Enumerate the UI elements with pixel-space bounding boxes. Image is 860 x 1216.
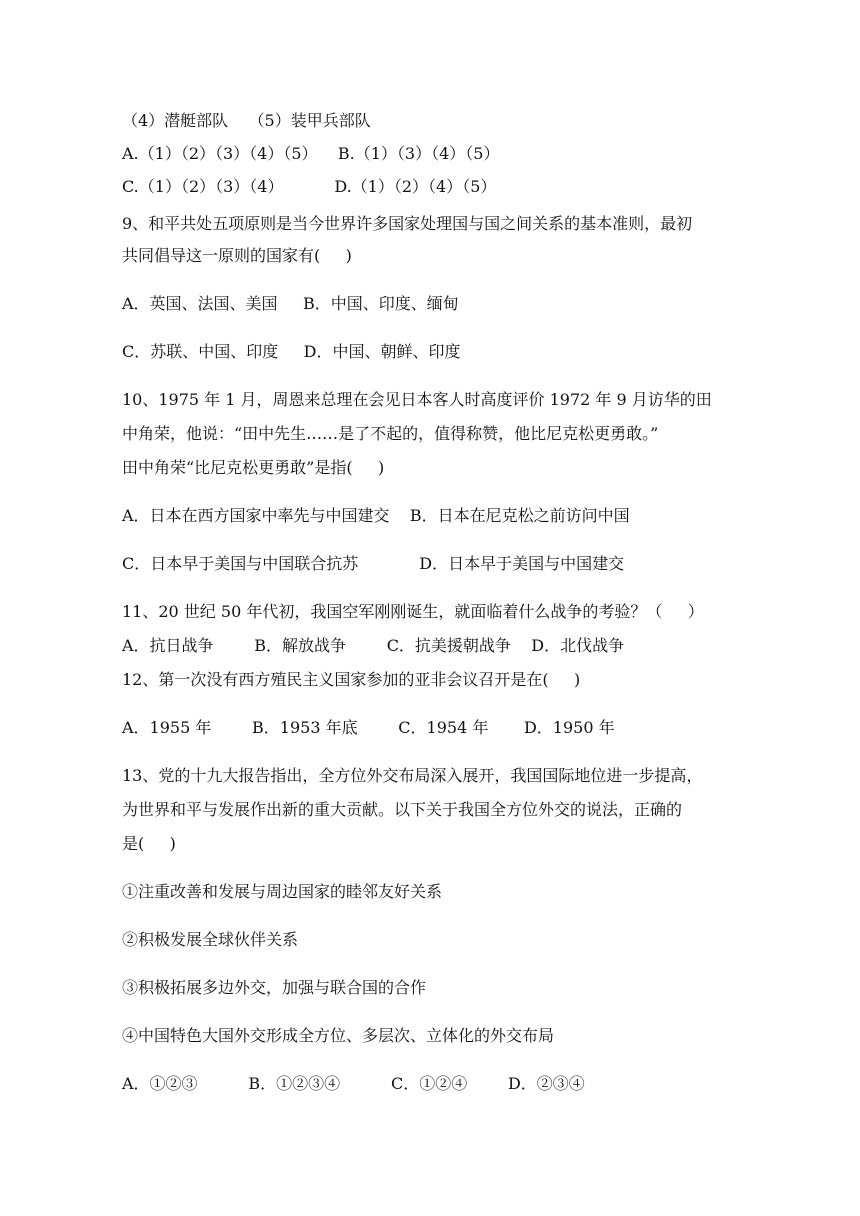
q9-stem-line-1: 9、和平共处五项原则是当今世界许多国家处理国与国之间关系的基本准则，最初 xyxy=(122,214,693,233)
q10-stem-line-3: 田中角荣“比尼克松更勇敢”是指( ) xyxy=(122,458,385,477)
q12-options: A．1955 年 B．1953 年底 C．1954 年 D．1950 年 xyxy=(122,718,615,737)
q13-statement-1: ①注重改善和发展与周边国家的睦邻友好关系 xyxy=(122,882,443,901)
q13-stem-line-1: 13、党的十九大报告指出，全方位外交布局深入展开，我国国际地位进一步提高， xyxy=(122,766,703,785)
q10-option-a-b: A．日本在西方国家中率先与中国建交 B．日本在尼克松之前访问中国 xyxy=(122,506,630,525)
q10-stem-line-2: 中角荣，他说：“田中先生……是了不起的，值得称赞，他比尼克松更勇敢。” xyxy=(122,424,659,443)
q9-option-a-b: A．英国、法国、美国 B．中国、印度、缅甸 xyxy=(122,294,459,313)
q9-option-c-d: C．苏联、中国、印度 D．中国、朝鲜、印度 xyxy=(122,342,461,361)
q9-stem-line-2: 共同倡导这一原则的国家有( ) xyxy=(122,246,352,265)
q13-stem-line-2: 为世界和平与发展作出新的重大贡献。以下关于我国全方位外交的说法，正确的 xyxy=(122,800,683,819)
q10-option-c-d: C．日本早于美国与中国联合抗苏 D．日本早于美国与中国建交 xyxy=(122,554,625,573)
q12-stem: 12、第一次没有西方殖民主义国家参加的亚非会议召开是在( ) xyxy=(122,670,581,689)
q8-option-c-d: C.（1）（2）（3）（4） D.（1）（2）（4）（5） xyxy=(122,177,497,196)
q13-statement-2: ②积极发展全球伙伴关系 xyxy=(122,930,299,949)
q8-option-a-b: A.（1）（2）（3）（4）（5） B.（1）（3）（4）（5） xyxy=(122,144,500,163)
q13-options: A．①②③ B．①②③④ C．①②④ D．②③④ xyxy=(122,1074,585,1093)
q13-statement-3: ③积极拓展多边外交，加强与联合国的合作 xyxy=(122,978,427,997)
q13-stem-line-3: 是( ) xyxy=(122,834,176,853)
q8-options-line-1: （4）潜艇部队 （5）装甲兵部队 xyxy=(122,111,371,130)
q11-options: A．抗日战争 B．解放战争 C．抗美援朝战争 D．北伐战争 xyxy=(122,636,625,655)
q10-stem-line-1: 10、1975 年 1 月，周恩来总理在会见日本客人时高度评价 1972 年 9 月访华的田 xyxy=(122,390,712,409)
q13-statement-4: ④中国特色大国外交形成全方位、多层次、立体化的外交布局 xyxy=(122,1026,555,1045)
q11-stem: 11、20 世纪 50 年代初，我国空军刚刚诞生，就面临着什么战争的考验？（ ） xyxy=(122,602,704,621)
